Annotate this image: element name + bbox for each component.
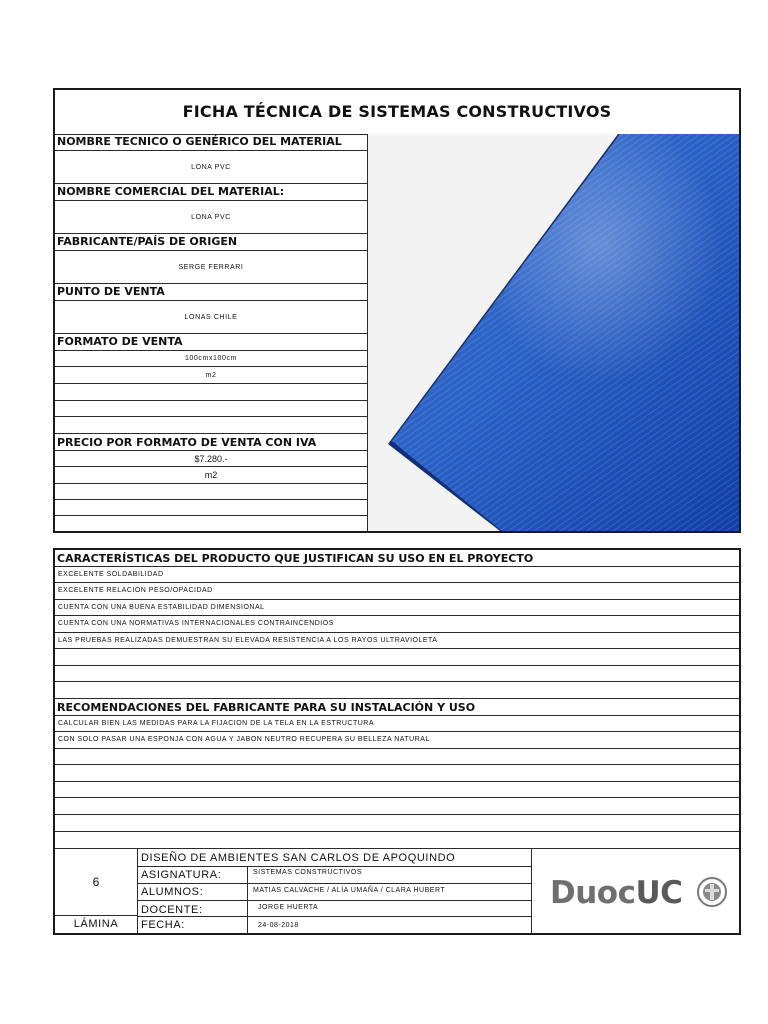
footer-divider-1 xyxy=(137,849,138,933)
project-name: DISEÑO DE AMBIENTES SAN CARLOS DE APOQUINDO xyxy=(141,852,456,864)
empty-row xyxy=(55,500,367,516)
empty-row xyxy=(55,516,367,531)
alumnos-value: MATIAS CALVACHE / ALÍA UMAÑA / CLARA HUBERT xyxy=(253,887,446,894)
nombre-tecnico-label: NOMBRE TECNICO O GENÉRICO DEL MATERIAL xyxy=(55,134,367,151)
empty-row xyxy=(55,401,367,417)
empty-row xyxy=(55,682,739,699)
page-title: FICHA TÉCNICA DE SISTEMAS CONSTRUCTIVOS xyxy=(55,90,739,135)
empty-row xyxy=(55,765,739,782)
list-item: LAS PRUEBAS REALIZADAS DEMUESTRAN SU ELEVADA RESISTENCIA A LOS RAYOS ULTRAVIOLETA xyxy=(55,633,739,649)
crest-icon xyxy=(697,875,727,909)
fabricante-value: SERGE FERRARI xyxy=(55,251,367,284)
material-photo xyxy=(368,134,739,531)
docente-label: DOCENTE: xyxy=(141,904,203,916)
empty-row xyxy=(55,649,739,666)
nombre-comercial-value: LONA PVC xyxy=(55,201,367,234)
footer-divider-2 xyxy=(247,866,248,933)
list-item: CON SOLO PASAR UNA ESPONJA CON AGUA Y JABON NEUTRO RECUPERA SU BELLEZA NATURAL xyxy=(55,732,739,749)
top-sheet xyxy=(53,88,741,533)
precio-value-1: $7.280.- xyxy=(55,451,367,467)
punto-venta-label: PUNTO DE VENTA xyxy=(55,284,367,301)
list-item: CUENTA CON UNA BUENA ESTABILIDAD DIMENSIONAL xyxy=(55,600,739,616)
fields-column xyxy=(55,134,367,531)
empty-row xyxy=(55,782,739,798)
fabricante-label: FABRICANTE/PAÍS DE ORIGEN xyxy=(55,234,367,251)
list-item: CUENTA CON UNA NORMATIVAS INTERNACIONALES CONTRAINCENDIOS xyxy=(55,616,739,633)
empty-row xyxy=(55,484,367,500)
logo-text-duoc: Duoc xyxy=(550,875,636,911)
formato-label: FORMATO DE VENTA xyxy=(55,334,367,351)
caracteristicas-header: CARACTERÍSTICAS DEL PRODUCTO QUE JUSTIFICAN SU USO EN EL PROYECTO xyxy=(55,550,739,567)
precio-label: PRECIO POR FORMATO DE VENTA CON IVA xyxy=(55,434,367,451)
lamina-label: LÁMINA xyxy=(73,918,119,930)
empty-row xyxy=(55,384,367,401)
asignatura-label: ASIGNATURA: xyxy=(141,869,222,881)
formato-value-2: m2 xyxy=(55,367,367,384)
fecha-label: FECHA: xyxy=(141,919,185,931)
empty-row xyxy=(55,832,739,849)
empty-row xyxy=(55,798,739,815)
footer-row-line xyxy=(137,900,531,901)
alumnos-label: ALUMNOS: xyxy=(141,886,204,898)
lamina-number: 6 xyxy=(92,875,100,889)
footer-row-line xyxy=(137,916,531,917)
punto-venta-value: LONAS CHILE xyxy=(55,301,367,334)
empty-row xyxy=(55,749,739,765)
empty-row xyxy=(55,417,367,434)
list-item: CALCULAR BIEN LAS MEDIDAS PARA LA FIJACION DE LA TELA EN LA ESTRUCTURA xyxy=(55,716,739,732)
recomendaciones-header: RECOMENDACIONES DEL FABRICANTE PARA SU INSTALACIÓN Y USO xyxy=(55,699,739,716)
nombre-tecnico-value: LONA PVC xyxy=(55,151,367,184)
empty-row xyxy=(55,815,739,832)
docente-value: JORGE HUERTA xyxy=(258,904,319,911)
nombre-comercial-label: NOMBRE COMERCIAL DEL MATERIAL: xyxy=(55,184,367,201)
list-item: EXCELENTE RELACION PESO/OPACIDAD xyxy=(55,583,739,600)
list-item: EXCELENTE SOLDABILIDAD xyxy=(55,567,739,583)
logo-text-uc: UC xyxy=(635,875,683,911)
duoc-uc-logo xyxy=(532,849,739,933)
formato-value-1: 100cmx100cm xyxy=(55,351,367,367)
asignatura-value: SISTEMAS CONSTRUCTIVOS xyxy=(253,869,363,876)
precio-value-2: m2 xyxy=(55,467,367,484)
title-block xyxy=(55,849,739,933)
empty-row xyxy=(55,666,739,682)
bottom-sheet xyxy=(53,548,741,935)
fecha-value: 24-08-2018 xyxy=(258,922,299,929)
